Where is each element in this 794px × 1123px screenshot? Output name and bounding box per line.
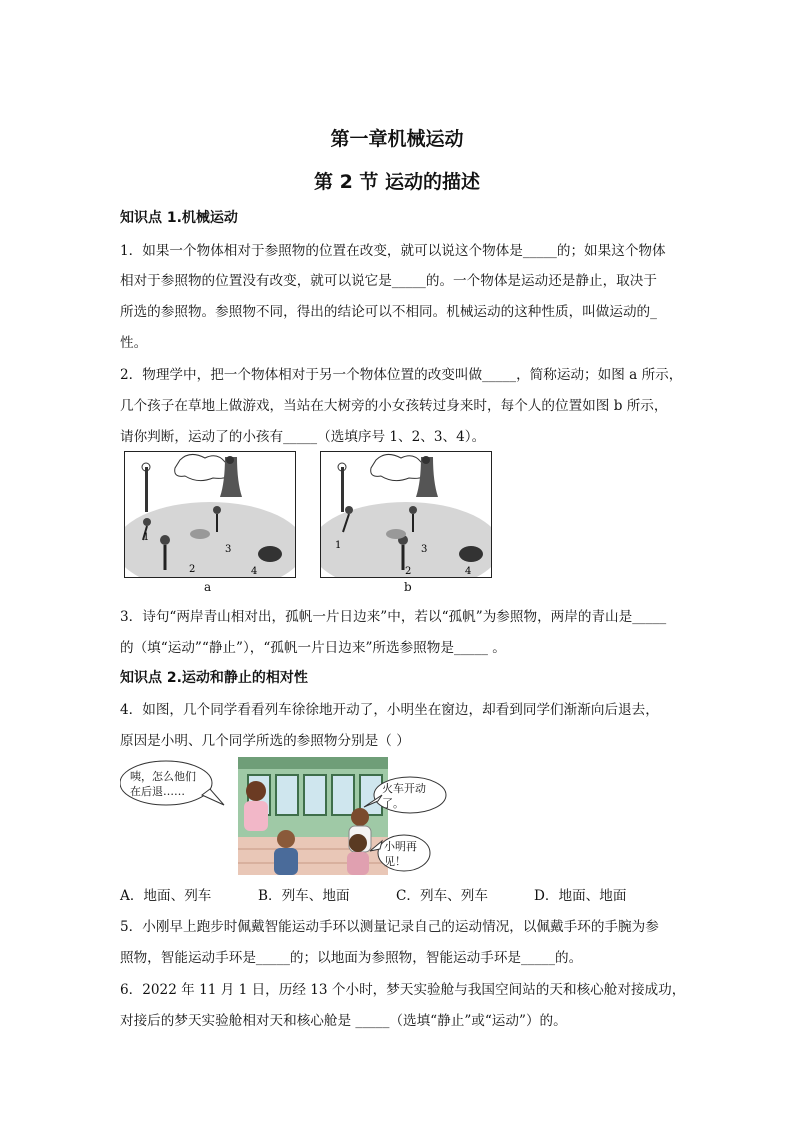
figure-a-playground — [124, 451, 296, 578]
q6-line-2: 对接后的梦天实验舱相对天和核心舱是 _____（选填“静止”或“运动”）的。 — [120, 1013, 567, 1029]
q2-line-2: 几个孩子在草地上做游戏，当站在大树旁的小女孩转过身来时，每个人的位置如图 b 所示， — [120, 398, 668, 414]
q4-line-1: 4．如图，几个同学看看列车徐徐地开动了，小明坐在窗边，却看到同学们渐渐向后退去， — [120, 702, 659, 718]
child-number-1: 1 — [143, 532, 150, 543]
q4-option-a: A．地面、列车 — [120, 888, 212, 904]
child-number-2: 2 — [189, 564, 196, 575]
figure-b-playground — [320, 451, 492, 578]
knowledge-point-1-heading: 知识点 1.机械运动 — [120, 210, 238, 226]
q2-line-1: 2．物理学中，把一个物体相对于另一个物体位置的改变叫做_____，简称运动；如图 a 所示， — [120, 367, 683, 383]
q4-line-2: 原因是小明、几个同学所选的参照物分别是（ ） — [120, 733, 410, 749]
q3-line-1: 3．诗句“两岸青山相对出，孤帆一片日边来”中，若以“孤帆”为参照物，两岸的青山是_____ — [120, 609, 667, 625]
speech-bubble-xiaoming: 咦，怎么他们在后退…… — [130, 770, 196, 798]
chapter-title: 第一章机械运动 — [330, 128, 464, 150]
child-number-3: 3 — [225, 544, 232, 555]
q3-line-2: 的（填“运动”“静止”），“孤帆一片日边来”所选参照物是_____ 。 — [120, 640, 506, 656]
playground-scene-b-illustration — [321, 452, 491, 577]
q5-line-2: 照物，智能运动手环是_____的；以地面为参照物，智能运动手环是_____的。 — [120, 950, 583, 966]
q2-line-3: 请你判断，运动了的小孩有_____（选填序号 1、2、3、4）。 — [120, 429, 486, 445]
q6-line-1: 6．2022 年 11 月 1 日，历经 13 个小时，梦天实验舱与我国空间站的天和核心舱对接成功， — [120, 982, 686, 998]
q4-option-b: B．列车、地面 — [258, 888, 350, 904]
child-number-3: 3 — [421, 544, 428, 555]
speech-bubble-goodbye: 小明再见！ — [384, 840, 417, 868]
figure-a-label: a — [204, 580, 212, 594]
section-title: 第 2 节 运动的描述 — [313, 171, 481, 193]
q4-option-c: C．列车、列车 — [396, 888, 488, 904]
figure-b-label: b — [404, 580, 412, 594]
knowledge-point-2-heading: 知识点 2.运动和静止的相对性 — [120, 670, 308, 686]
train-figure — [120, 757, 450, 875]
q1-line-1: 1．如果一个物体相对于参照物的位置在改变，就可以说这个物体是_____的；如果这个物体 — [120, 243, 666, 259]
child-number-4: 4 — [465, 566, 472, 577]
child-number-4: 4 — [251, 566, 258, 577]
playground-scene-a-illustration — [125, 452, 295, 577]
q4-option-d: D．地面、地面 — [534, 888, 627, 904]
speech-bubble-train-moving: 火车开动了。 — [382, 782, 426, 810]
child-number-1: 1 — [335, 540, 342, 551]
q1-line-4: 性。 — [120, 335, 148, 351]
q5-line-1: 5．小刚早上跑步时佩戴智能运动手环以测量记录自己的运动情况，以佩戴手环的手腕为参 — [120, 919, 659, 935]
q1-line-3: 所选的参照物。参照物不同，得出的结论可以不相同。机械运动的这种性质，叫做运动的_ — [120, 304, 657, 320]
child-number-2: 2 — [405, 566, 412, 577]
q1-line-2: 相对于参照物的位置没有改变，就可以说它是_____的。一个物体是运动还是静止，取决于 — [120, 273, 657, 289]
